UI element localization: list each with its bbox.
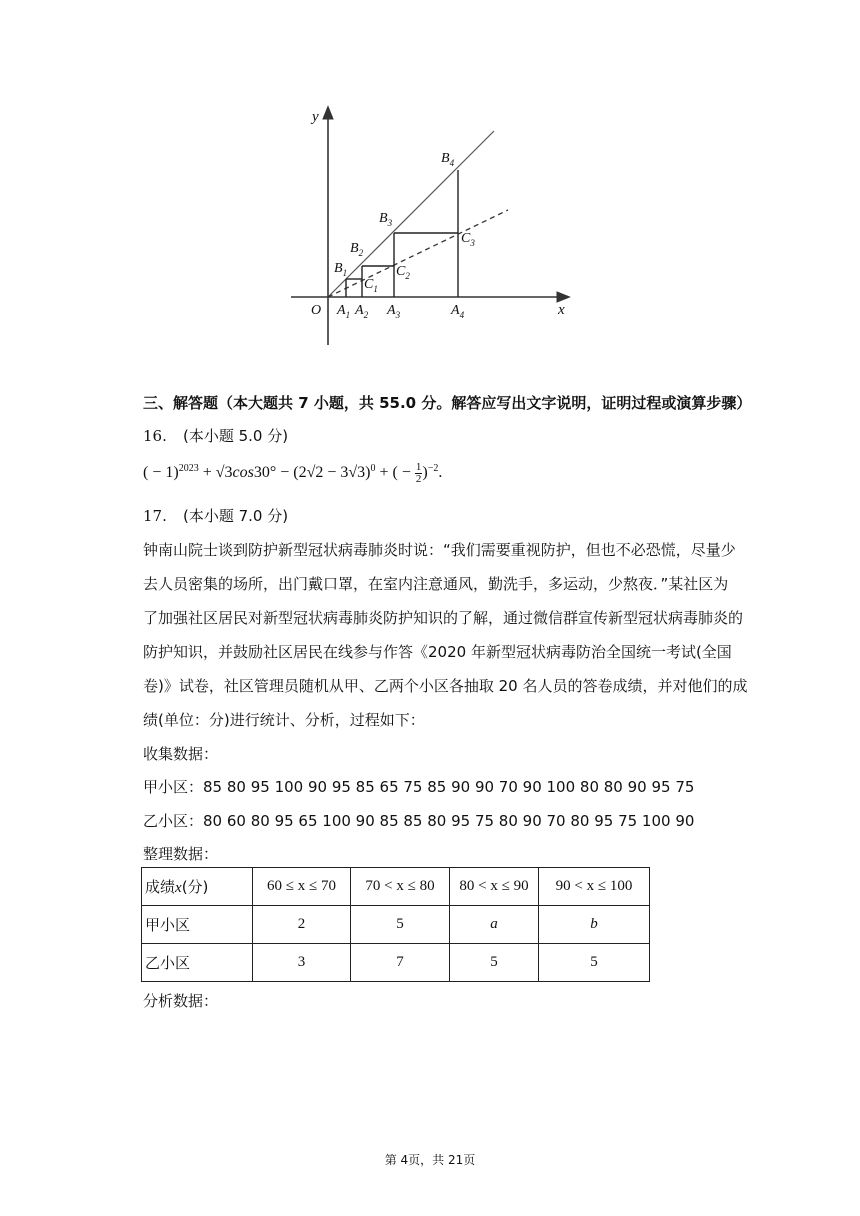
label-b2: $B_2$ [350,241,364,258]
table-cell: 7 [351,944,450,982]
q17-paragraph-line-4: 防护知识，并鼓励社区居民在线参与作答《2020 年新型冠状病毒防治全国统一考试(全国 [143,643,732,661]
table-header-row [142,868,650,906]
yi-data: 乙小区：80 60 80 95 65 100 90 85 85 80 95 75 80 90 70 80 95 75 100 90 [143,812,695,830]
coordinate-figure [280,100,580,350]
origin-label: O [311,303,322,318]
q17-paragraph-line-5: 卷)》试卷，社区管理员随机从甲、乙两个小区各抽取 20 名人员的答卷成绩，并对他们的成 [143,677,748,695]
table-header-cell: 70 < x ≤ 80 [351,868,450,906]
table-row-label: 乙小区 [142,944,253,982]
table-header-cell: 60 ≤ x ≤ 70 [253,868,351,906]
label-c1: $C_1$ [364,277,378,294]
table-cell: 3 [253,944,351,982]
q17-header [143,505,288,526]
q16-number: 16. [143,427,167,445]
jia-data: 甲小区：85 80 95 100 90 95 85 65 75 85 90 90 70 90 100 80 80 90 95 75 [143,778,695,796]
axis-y-label: y [312,109,319,125]
q16-header [143,425,288,446]
table-row [142,944,650,982]
label-a1: $A_1$ [337,303,351,320]
page-footer: 第 4页，共 21页 [384,1153,476,1167]
table-cell: a [450,906,539,944]
q17-number: 17. [143,507,167,525]
score-distribution-table [141,867,650,982]
table-header-cell: 80 < x ≤ 90 [450,868,539,906]
table-cell: 2 [253,906,351,944]
table-cell: b [539,906,650,944]
table-cell: 5 [539,944,650,982]
table-header-cell: 90 < x ≤ 100 [539,868,650,906]
label-a4: $A_4$ [451,303,465,320]
label-c2: $C_2$ [396,264,410,281]
collect-data-label: 收集数据： [143,745,219,763]
label-c3: $C_3$ [461,231,475,248]
table-cell: 5 [450,944,539,982]
q17-score: (本小题 7.0 分) [183,507,289,525]
q17-paragraph-line-1: 钟南山院士谈到防护新型冠状病毒肺炎时说：“我们需要重视防护，但也不必恐慌，尽量少 [143,541,736,559]
label-a3: $A_3$ [387,303,401,320]
organize-data-label: 整理数据： [143,845,219,863]
analyze-data-label: 分析数据： [143,992,219,1010]
label-a2: $A_2$ [355,303,369,320]
label-b1: $B_1$ [334,261,348,278]
table-row-label: 甲小区 [142,906,253,944]
q16-expression: ( − $1)^{2023} + √3\cos 30^\circ - (2√2 - 3√3)^0$ + ( − $\frac{1}{2}$ )$^{-2}$. [143,461,443,485]
q16-score: (本小题 5.0 分) [183,427,289,445]
table-cell: 5 [351,906,450,944]
label-b3: $B_3$ [379,211,393,228]
q17-paragraph-line-6: 绩(单位：分)进行统计、分析，过程如下： [143,711,425,729]
label-b4: $B_4$ [441,151,455,168]
axis-x-label: x [558,302,565,318]
section-title: 三、解答题（本大题共 7 小题，共 55.0 分。解答应写出文字说明，证明过程或演算步骤） [143,394,752,412]
table-row [142,906,650,944]
table-header-first: 成绩x(分) [142,868,253,906]
line-ob [328,131,494,297]
q17-paragraph-line-3: 了加强社区居民对新型冠状病毒肺炎防护知识的了解，通过微信群宣传新型冠状病毒肺炎的 [143,609,744,627]
q17-paragraph-line-2: 去人员密集的场所，出门戴口罩，在室内注意通风，勤洗手，多运动，少熬夜．”某社区为 [143,575,729,593]
